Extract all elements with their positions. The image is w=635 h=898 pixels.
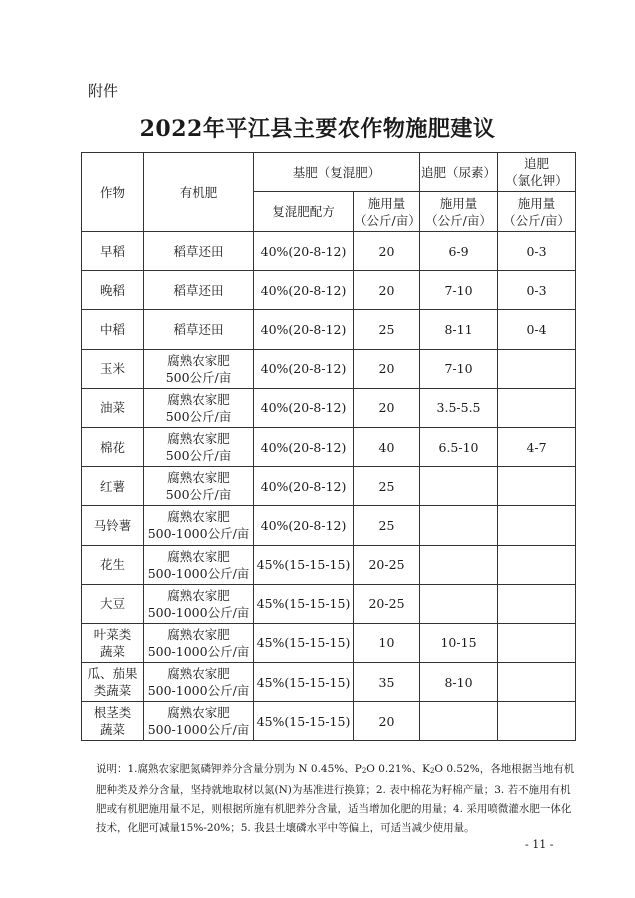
table-row xyxy=(82,702,576,741)
table-row xyxy=(82,310,576,349)
crop-cell xyxy=(82,506,144,545)
kcl-rate-cell: 0-4 xyxy=(498,310,576,349)
header-rate-line1: 施用量 xyxy=(367,195,406,211)
note-sub1: 2 xyxy=(361,767,367,775)
crop-cell-line: 红薯 xyxy=(99,478,125,494)
kcl-rate-cell xyxy=(498,663,576,702)
organic-cell-line: 500-1000公斤/亩 xyxy=(147,722,250,738)
document-title: 2022年平江县主要农作物施肥建议 xyxy=(139,116,496,142)
organic-cell-line: 腐熟农家肥 xyxy=(167,666,230,682)
crop-cell xyxy=(82,545,144,584)
crop-cell-line: 晚稻 xyxy=(99,282,125,298)
crop-cell xyxy=(82,623,144,662)
organic-cell-line: 腐熟农家肥 xyxy=(167,431,230,447)
base-rate-cell: 20-25 xyxy=(354,545,420,584)
kcl-rate-cell xyxy=(498,584,576,623)
header-rate-line2: （公斤/亩） xyxy=(503,212,570,228)
crop-cell xyxy=(82,232,144,271)
formula-cell: 40%(20-8-12) xyxy=(254,427,354,466)
urea-rate-cell: 8-10 xyxy=(420,663,498,702)
crop-cell xyxy=(82,349,144,388)
organic-cell-line: 稻草还田 xyxy=(173,282,224,298)
organic-cell xyxy=(144,545,254,584)
formula-cell: 40%(20-8-12) xyxy=(254,349,354,388)
organic-cell-line: 500-1000公斤/亩 xyxy=(147,683,250,699)
urea-rate-cell: 8-11 xyxy=(420,310,498,349)
crop-cell xyxy=(82,271,144,310)
kcl-rate-cell xyxy=(498,545,576,584)
base-rate-cell: 25 xyxy=(354,467,420,506)
formula-cell: 40%(20-8-12) xyxy=(254,232,354,271)
base-rate-cell: 20 xyxy=(354,232,420,271)
header-rate-line2: （公斤/亩） xyxy=(425,212,492,228)
note-part1: 说明：1.腐熟农家肥氮磷钾养分含量分别为 N 0.45%、P xyxy=(96,763,362,775)
kcl-rate-cell xyxy=(498,467,576,506)
crop-cell-line: 花生 xyxy=(99,557,125,573)
base-rate-cell: 25 xyxy=(354,310,420,349)
organic-cell-line: 500-1000公斤/亩 xyxy=(147,604,250,620)
page-number: - 11 - xyxy=(525,838,554,851)
urea-rate-cell: 6.5-10 xyxy=(420,427,498,466)
organic-cell-line: 500-1000公斤/亩 xyxy=(147,643,250,659)
header-topdress-urea: 追肥（尿素） xyxy=(420,153,498,192)
header-base-rate xyxy=(354,192,420,232)
table-row xyxy=(82,506,576,545)
header-urea-rate xyxy=(420,192,498,232)
urea-rate-cell xyxy=(420,702,498,741)
table-row xyxy=(82,623,576,662)
crop-cell xyxy=(82,427,144,466)
crop-cell-line: 中稻 xyxy=(99,321,125,337)
base-rate-cell: 10 xyxy=(354,623,420,662)
table-row xyxy=(82,388,576,427)
kcl-rate-cell xyxy=(498,506,576,545)
formula-cell: 40%(20-8-12) xyxy=(254,388,354,427)
header-topdress-kcl xyxy=(498,153,576,192)
organic-cell-line: 500公斤/亩 xyxy=(165,448,232,464)
urea-rate-cell: 6-9 xyxy=(420,232,498,271)
table-row xyxy=(82,271,576,310)
organic-cell-line: 腐熟农家肥 xyxy=(167,470,230,486)
organic-cell xyxy=(144,388,254,427)
table-row xyxy=(82,545,576,584)
crop-cell xyxy=(82,702,144,741)
urea-rate-cell: 7-10 xyxy=(420,271,498,310)
organic-cell xyxy=(144,584,254,623)
base-rate-cell: 40 xyxy=(354,427,420,466)
crop-cell-line: 玉米 xyxy=(99,361,125,377)
base-rate-cell: 20 xyxy=(354,349,420,388)
organic-cell-line: 腐熟农家肥 xyxy=(167,391,230,407)
organic-cell xyxy=(144,427,254,466)
urea-rate-cell: 3.5-5.5 xyxy=(420,388,498,427)
crop-cell-line: 类蔬菜 xyxy=(93,683,132,699)
note-sub2: 2 xyxy=(429,767,435,775)
organic-cell-line: 500公斤/亩 xyxy=(165,408,232,424)
formula-cell: 45%(15-15-15) xyxy=(254,663,354,702)
crop-cell-line: 大豆 xyxy=(99,596,125,612)
crop-cell-line: 根茎类 xyxy=(93,705,132,721)
organic-cell xyxy=(144,702,254,741)
table-body xyxy=(82,232,576,741)
organic-cell xyxy=(144,623,254,662)
crop-cell-line: 马铃薯 xyxy=(93,517,132,533)
organic-cell xyxy=(144,310,254,349)
header-rate-line1: 施用量 xyxy=(517,195,556,211)
base-rate-cell: 20 xyxy=(354,702,420,741)
crop-cell-line: 瓜、茄果 xyxy=(87,666,138,682)
formula-cell: 45%(15-15-15) xyxy=(254,702,354,741)
kcl-rate-cell xyxy=(498,702,576,741)
crop-cell xyxy=(82,467,144,506)
base-rate-cell: 35 xyxy=(354,663,420,702)
organic-cell-line: 稻草还田 xyxy=(173,243,224,259)
table-row xyxy=(82,427,576,466)
kcl-rate-cell xyxy=(498,349,576,388)
organic-cell xyxy=(144,663,254,702)
header-crop: 作物 xyxy=(82,153,144,232)
organic-cell-line: 腐熟农家肥 xyxy=(167,626,230,642)
urea-rate-cell xyxy=(420,545,498,584)
organic-cell-line: 稻草还田 xyxy=(173,321,224,337)
urea-rate-cell xyxy=(420,584,498,623)
crop-cell xyxy=(82,310,144,349)
crop-cell-line: 叶菜类 xyxy=(93,626,132,642)
base-rate-cell: 20 xyxy=(354,388,420,427)
header-rate-line1: 施用量 xyxy=(439,195,478,211)
base-rate-cell: 20 xyxy=(354,271,420,310)
organic-cell xyxy=(144,232,254,271)
organic-cell xyxy=(144,467,254,506)
base-rate-cell: 25 xyxy=(354,506,420,545)
explanatory-note xyxy=(96,760,576,838)
kcl-rate-cell xyxy=(498,623,576,662)
organic-cell-line: 500公斤/亩 xyxy=(165,487,232,503)
table-row xyxy=(82,232,576,271)
organic-cell-line: 腐熟农家肥 xyxy=(167,705,230,721)
base-rate-cell: 20-25 xyxy=(354,584,420,623)
table-row xyxy=(82,663,576,702)
crop-cell-line: 油菜 xyxy=(99,400,125,416)
crop-cell-line: 蔬菜 xyxy=(99,643,125,659)
table-row xyxy=(82,584,576,623)
note-part2: O 0.21%、K xyxy=(366,763,430,775)
urea-rate-cell xyxy=(420,506,498,545)
header-formula: 复混肥配方 xyxy=(254,192,354,232)
organic-cell-line: 500公斤/亩 xyxy=(165,369,232,385)
kcl-rate-cell xyxy=(498,388,576,427)
crop-cell xyxy=(82,584,144,623)
crop-cell-line: 棉花 xyxy=(99,439,125,455)
crop-cell-line: 早稻 xyxy=(99,243,125,259)
formula-cell: 40%(20-8-12) xyxy=(254,271,354,310)
table-row xyxy=(82,467,576,506)
organic-cell xyxy=(144,349,254,388)
header-topdress-kcl-line2: （氯化钾） xyxy=(505,173,568,188)
organic-cell xyxy=(144,506,254,545)
organic-cell-line: 500-1000公斤/亩 xyxy=(147,526,250,542)
kcl-rate-cell: 0-3 xyxy=(498,271,576,310)
header-organic: 有机肥 xyxy=(144,153,254,232)
urea-rate-cell xyxy=(420,467,498,506)
organic-cell-line: 腐熟农家肥 xyxy=(167,509,230,525)
crop-cell-line: 蔬菜 xyxy=(99,722,125,738)
formula-cell: 45%(15-15-15) xyxy=(254,623,354,662)
urea-rate-cell: 7-10 xyxy=(420,349,498,388)
formula-cell: 45%(15-15-15) xyxy=(254,545,354,584)
header-kcl-rate xyxy=(498,192,576,232)
formula-cell: 40%(20-8-12) xyxy=(254,310,354,349)
formula-cell: 40%(20-8-12) xyxy=(254,467,354,506)
header-base-fertilizer: 基肥（复混肥） xyxy=(254,153,420,192)
formula-cell: 45%(15-15-15) xyxy=(254,584,354,623)
fertilizer-table xyxy=(81,152,576,741)
note-part3: O 0.52%，各地根据当地有机肥种类及养分含量，坚持就地取材以氮(N)为基准进行换算；2. 表中棉花为籽棉产量；3. 若不施用有机肥或有机肥施用量不足，则根据所施有机肥养分含量，适当增加化肥的用量；4. 采用喷微灌水肥一体化技术，化肥可减量15%-20%；5. 我县土壤磷水平中等偏上，可适当减少使用量。 xyxy=(96,763,575,834)
table-row xyxy=(82,349,576,388)
organic-cell-line: 腐熟农家肥 xyxy=(167,548,230,564)
kcl-rate-cell: 4-7 xyxy=(498,427,576,466)
organic-cell-line: 腐熟农家肥 xyxy=(167,587,230,603)
header-topdress-kcl-line1: 追肥 xyxy=(524,156,550,171)
organic-cell xyxy=(144,271,254,310)
urea-rate-cell: 10-15 xyxy=(420,623,498,662)
crop-cell xyxy=(82,388,144,427)
kcl-rate-cell: 0-3 xyxy=(498,232,576,271)
formula-cell: 40%(20-8-12) xyxy=(254,506,354,545)
organic-cell-line: 腐熟农家肥 xyxy=(167,352,230,368)
crop-cell xyxy=(82,663,144,702)
header-rate-line2: （公斤/亩） xyxy=(354,212,421,228)
organic-cell-line: 500-1000公斤/亩 xyxy=(147,565,250,581)
annex-label: 附件 xyxy=(88,82,119,100)
